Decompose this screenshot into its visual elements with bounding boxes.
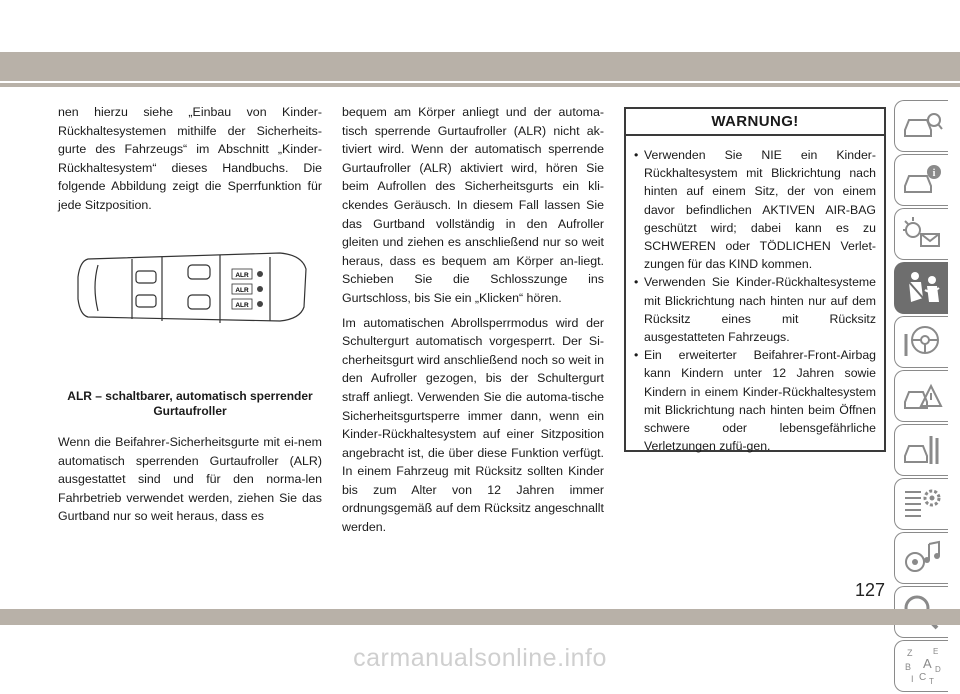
svg-text:C: C	[919, 672, 927, 683]
paragraph-passenger-belts: Wenn die Beifahrer-Sicherheitsgurte mit ei-nem automatisch sperrenden Gurtaufroller (ALR) ausgestattet sind und für den norma-len Fahrbetrieb verwendet werden, ziehen Sie das Gurtband nur so weit heraus, dass es	[58, 435, 322, 524]
steering-wheel-key-icon	[901, 322, 943, 362]
warning-item: • Verwenden Sie Kinder-Rückhaltesysteme mit Blickrichtung nach hinten nur auf dem Rücksitz eines mit Rücksitz ausgestatteten Fahrzeugs.	[634, 273, 876, 346]
tab-vehicle-info[interactable]	[894, 154, 948, 206]
watermark: carmanualsonline.info	[353, 644, 607, 672]
figure-caption: ALR – schaltbarer, automatisch sperrender Gurtaufroller	[67, 389, 313, 418]
maintenance-list-gear-icon	[901, 484, 943, 524]
car-hazard-icon	[901, 376, 943, 416]
svg-text:ALR: ALR	[235, 272, 249, 279]
tab-warning-lights[interactable]	[894, 208, 948, 260]
warning-list	[626, 136, 884, 455]
warning-lights-message-icon	[901, 214, 943, 254]
alr-label-2	[232, 284, 252, 294]
car-body	[78, 253, 306, 323]
column-middle	[342, 103, 604, 537]
seatbelt-airbag-icon	[901, 268, 943, 308]
svg-text:Z: Z	[907, 648, 913, 658]
tab-safety[interactable]	[894, 262, 948, 314]
svg-text:T: T	[929, 677, 934, 686]
warning-box	[624, 107, 886, 452]
car-search-icon	[901, 106, 943, 146]
paragraph-retractor: bequem am Körper anliegt und der automa-tisch sperrende Gurtaufroller (ALR) nicht ak-tiviert wird. Wenn der automatisch sperrende Gurtaufroller (ALR) aktiviert wird, hören Sie beim Aufrollen des Sicherheitsgurts ein kli-ckendes Geräusch. In diesem Fall lassen Sie das Gurtband vollständig in den Aufroller gleiten und ziehen es anschließend nur so weit heraus, dass es bequem am Körper an-liegt. Schieben Sie die Schlosszunge ins Gurtschloss, bis Sie ein „Klicken“ hören.	[342, 105, 604, 305]
column-left	[58, 103, 322, 215]
warning-item: • Ein erweiterter Beifahrer-Front-Airbag kann Kindern unter 12 Jahren sowie Kindern in einem Kinder-Rückhaltesystem mit Blickrichtung nach hinten beim Öffnen schwere oder lebensgefährliche Verletzungen zufü-gen.	[634, 346, 876, 455]
svg-text:i: i	[932, 168, 936, 179]
multimedia-navigation-icon	[901, 538, 943, 578]
alr-label-3	[232, 299, 252, 309]
tab-starting-driving[interactable]	[894, 316, 948, 368]
tab-multimedia[interactable]	[894, 532, 948, 584]
svg-text:A: A	[923, 656, 932, 671]
svg-text:B: B	[905, 662, 912, 672]
warning-item: • Verwenden Sie NIE ein Kinder-Rückhaltesystem mit Blickrichtung nach hinten auf einem Sitz, der von einem davor befindlichen AKTIVEN AIR-BAG geschützt wird; dabei kann es zu SCHWEREN oder TÖDLICHEN Verlet-zungen für das KIND kommen.	[634, 146, 876, 273]
car-top-view-figure	[70, 237, 310, 337]
header-band	[0, 52, 960, 81]
header-rule	[0, 83, 960, 87]
svg-text:E: E	[933, 647, 939, 656]
tab-emergency[interactable]	[894, 370, 948, 422]
car-tools-icon	[901, 430, 943, 470]
footer-band	[0, 609, 960, 625]
car-info-icon	[901, 160, 943, 200]
tab-technical-specs[interactable]	[894, 478, 948, 530]
svg-text:ALR: ALR	[235, 287, 249, 294]
paragraph-intro: nen hierzu siehe „Einbau von Kinder-Rückhaltesystemen mithilfe der Sicherheits-gurte des Fahrzeugs“ im Abschnitt „Kinder-Rückhaltesystem“ dieses Handbuchs. Die folgende Abbildung zeigt die Sperrfunktion für jede Sitzposition.	[58, 105, 322, 212]
svg-text:ALR: ALR	[235, 302, 249, 309]
seat-icons	[257, 271, 263, 307]
alr-label-1	[232, 269, 252, 279]
warning-title: WARNUNG!	[626, 109, 884, 136]
tab-servicing[interactable]	[894, 424, 948, 476]
svg-text:D: D	[935, 665, 941, 674]
page-number: 127	[855, 580, 886, 600]
svg-text:I: I	[911, 674, 914, 684]
chapter-tabs	[894, 100, 948, 694]
tab-vehicle-overview[interactable]	[894, 100, 948, 152]
paragraph-automatic-mode: Im automatischen Abrollsperrmodus wird der Schultergurt automatisch vorgesperrt. Der Si-cherheitsgurt wird anschließend noch so weit in den Aufroller gezogen, bis der Schultergurt straff anliegt. Verwenden Sie die automa-tische Sicherheitsgurtsperre immer dann, wenn ein Kinder-Rückhaltesystem auf einer Sitzposition angebracht ist, die über diese Funktion verfügt. In einem Fahrzeug mit Rücksitz sollten Kinder bis zum Alter von 12 Jahren immer ordnungsgemäß auf dem Rücksitz angeschnallt werden.	[342, 315, 604, 535]
